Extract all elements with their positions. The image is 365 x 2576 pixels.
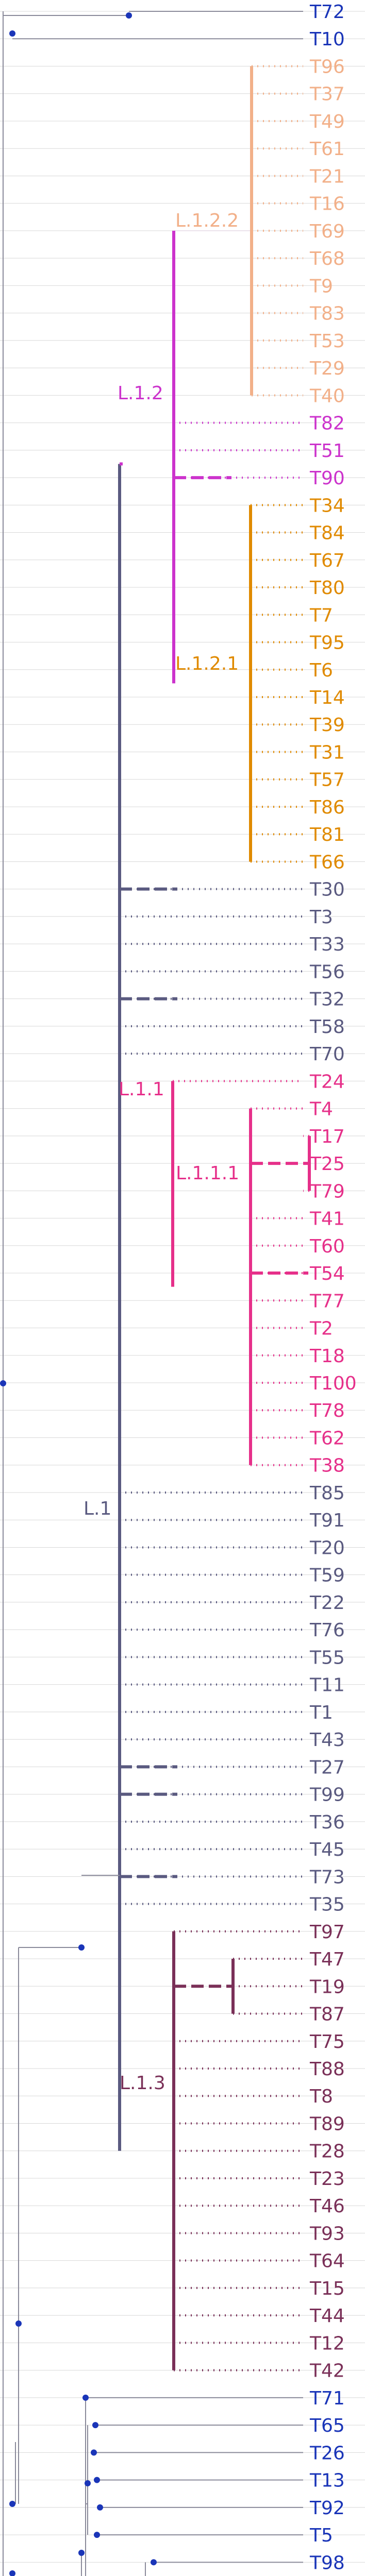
leaf-label: T79 <box>310 1181 345 1202</box>
leaf-label: T73 <box>310 1867 345 1888</box>
leaf-label: T39 <box>310 715 345 736</box>
node <box>9 2570 15 2576</box>
clade-label-L121: L.1.2.1 <box>175 653 239 674</box>
leaf-label: T89 <box>310 2113 345 2135</box>
leaf-label: T12 <box>310 2333 345 2354</box>
leaf-label: T70 <box>310 1044 345 1065</box>
leaf-label: T97 <box>310 1921 345 1943</box>
leaf-label: T44 <box>310 2306 345 2327</box>
leaf-label: T46 <box>310 2196 345 2217</box>
leaf-label: T31 <box>310 742 345 764</box>
leaf-label: T72 <box>310 2 345 23</box>
leaf-label: T36 <box>310 1811 345 1833</box>
leaf-label: T1 <box>310 1702 333 1723</box>
leaf-label: T91 <box>310 1510 345 1532</box>
leaf-label: T95 <box>310 632 345 654</box>
clade-labels <box>84 210 239 2094</box>
clade-label-L1: L.1 <box>84 1498 112 1519</box>
leaf-label: T6 <box>310 659 333 681</box>
leaf-label: T85 <box>310 1482 345 1504</box>
leaf-label: T54 <box>310 1263 345 1285</box>
leaf-label: T47 <box>310 1949 345 1971</box>
leaf-label: T80 <box>310 578 345 599</box>
leaf-label: T93 <box>310 2223 345 2245</box>
leaf-label: T8 <box>310 2086 333 2108</box>
node <box>15 2320 22 2327</box>
leaf-label: T57 <box>310 769 345 791</box>
leaf-label: T32 <box>310 989 345 1010</box>
leaf-label: T62 <box>310 1428 345 1449</box>
leaf-label: T69 <box>310 221 345 242</box>
leaf-label: T92 <box>310 2497 345 2519</box>
leaf-label: T7 <box>310 605 333 626</box>
node <box>82 2395 89 2401</box>
leaf-label: T9 <box>310 276 333 297</box>
leaf-label: T38 <box>310 1455 345 1477</box>
leaf-label: T96 <box>310 56 345 78</box>
leaf-label: T53 <box>310 330 345 352</box>
leaf-label: T23 <box>310 2168 345 2190</box>
leaf-label: T83 <box>310 303 345 325</box>
node <box>0 1380 6 1386</box>
leaf-label: T27 <box>310 1757 345 1778</box>
leaf-label: T42 <box>310 2360 345 2382</box>
leaf-label: T88 <box>310 2059 345 2080</box>
node <box>94 2477 100 2483</box>
leaf-label: T56 <box>310 961 345 983</box>
node <box>97 2504 103 2511</box>
node <box>91 2449 97 2455</box>
leaf-label: T41 <box>310 1208 345 1230</box>
leaf-label: T67 <box>310 550 345 571</box>
clade-label-L122: L.1.2.2 <box>175 210 239 231</box>
leaf-label: T40 <box>310 385 345 407</box>
node <box>92 2422 98 2428</box>
node <box>9 30 15 37</box>
node <box>78 2550 85 2556</box>
leaf-label: T45 <box>310 1839 345 1861</box>
leaf-label: T14 <box>310 687 345 708</box>
leaf-label: T33 <box>310 934 345 956</box>
leaf-label: T98 <box>310 2552 345 2574</box>
leaf-label: T65 <box>310 2415 345 2437</box>
leaf-label: T26 <box>310 2443 345 2464</box>
leaf-label: T2 <box>310 1318 333 1340</box>
leaf-label: T21 <box>310 166 345 188</box>
leaf-label: T35 <box>310 1894 345 1916</box>
leaf-label: T77 <box>310 1291 345 1312</box>
leaf-label: T76 <box>310 1620 345 1641</box>
leaf-label: T24 <box>310 1071 345 1093</box>
leaf-label: T19 <box>310 1976 345 1998</box>
leaf-label: T64 <box>310 2250 345 2272</box>
leaf-label: T4 <box>310 1098 333 1120</box>
leaf-label: T55 <box>310 1647 345 1669</box>
leaf-labels <box>309 2 357 2576</box>
leaf-label: T28 <box>310 2141 345 2162</box>
leaf-label: T84 <box>310 522 345 544</box>
node <box>78 1944 85 1951</box>
leaf-label: T10 <box>310 29 345 50</box>
leaf-label: T13 <box>310 2470 345 2492</box>
node <box>9 2501 15 2507</box>
leaf-label: T87 <box>310 2004 345 2025</box>
leaf-label: T16 <box>310 193 345 215</box>
leaf-label: T3 <box>310 906 333 928</box>
clade-label-L111: L.1.1.1 <box>176 1163 240 1184</box>
leaf-label: T49 <box>310 111 345 132</box>
leaf-label: T15 <box>310 2278 345 2299</box>
leaf-label: T59 <box>310 1565 345 1586</box>
leaf-label: T20 <box>310 1537 345 1559</box>
leaf-label: T30 <box>310 879 345 901</box>
leaf-label: T66 <box>310 852 345 873</box>
leaf-label: T17 <box>310 1126 345 1147</box>
leaf-label: T99 <box>310 1784 345 1806</box>
leaf-label: T22 <box>310 1592 345 1614</box>
node <box>151 2559 157 2565</box>
leaf-label: T82 <box>310 413 345 434</box>
leaf-label: T81 <box>310 824 345 846</box>
clade-label-L11: L.1.1 <box>119 1079 164 1100</box>
leaf-label: T25 <box>310 1154 345 1175</box>
leaf-label: T58 <box>310 1016 345 1038</box>
leaf-label: T61 <box>310 139 345 160</box>
clade-label-L13: L.1.3 <box>120 2073 165 2094</box>
leaf-label: T60 <box>310 1235 345 1257</box>
leaf-label: T11 <box>310 1674 345 1696</box>
leaf-label: T75 <box>310 2031 345 2053</box>
leaf-label: T86 <box>310 796 345 818</box>
leaf-label: T29 <box>310 358 345 380</box>
leaf-label: T43 <box>310 1730 345 1751</box>
leaf-label: T68 <box>310 248 345 270</box>
leaf-label: T100 <box>310 1373 357 1394</box>
node <box>85 2480 91 2486</box>
leaf-label: T18 <box>310 1345 345 1367</box>
leaf-label: T37 <box>310 83 345 105</box>
leaf-label: T34 <box>310 495 345 517</box>
clade-label-L12: L.1.2 <box>118 383 163 404</box>
leaf-label: T71 <box>310 2387 345 2409</box>
leaf-label: T78 <box>310 1400 345 1422</box>
leaf-label: T90 <box>310 468 345 489</box>
leaf-label: T51 <box>310 440 345 462</box>
node <box>126 12 132 19</box>
leaf-label: T5 <box>310 2525 333 2547</box>
node <box>94 2532 100 2538</box>
